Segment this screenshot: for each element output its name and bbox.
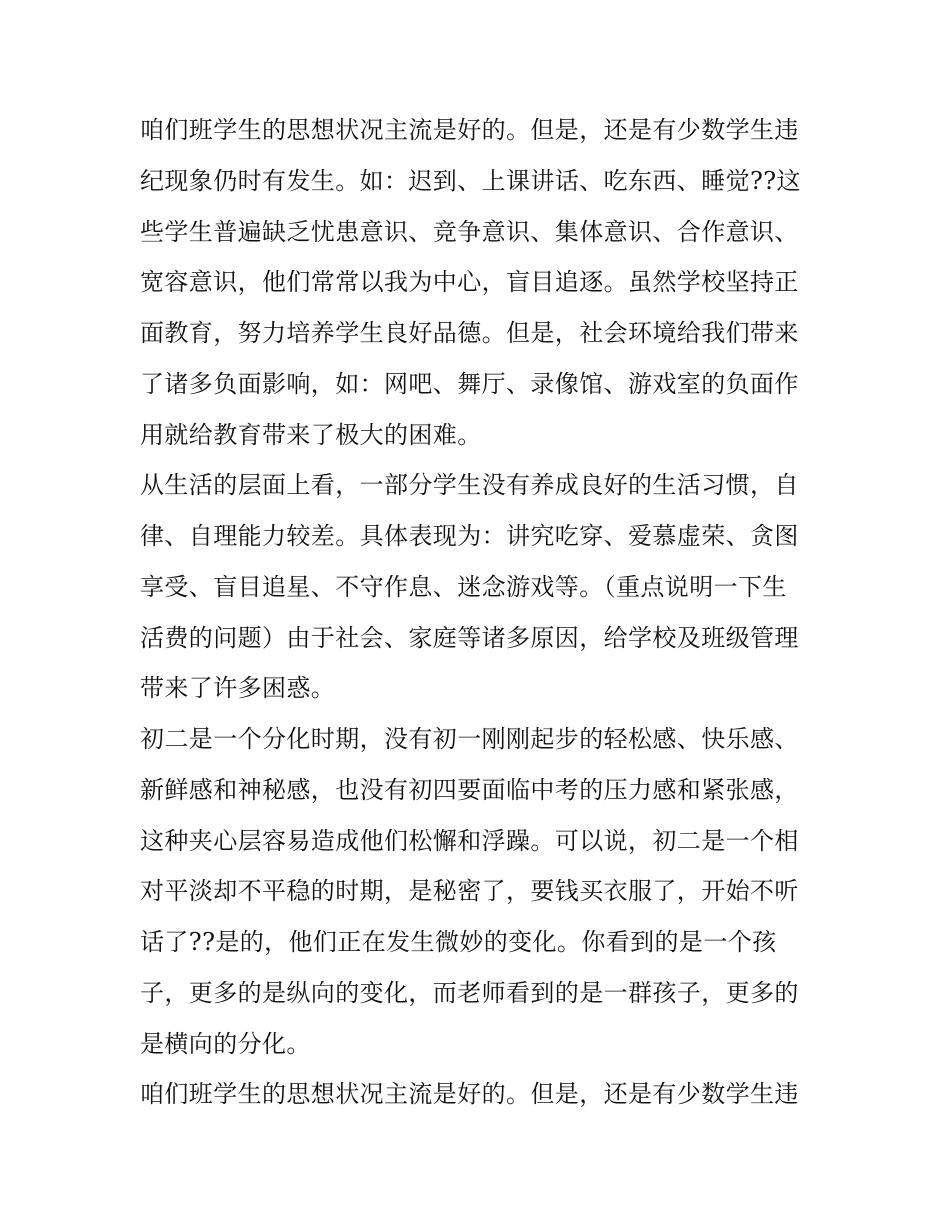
text-line: 初二是一个分化时期，没有初一刚刚起步的轻松感、快乐感、 [140, 725, 799, 753]
text-line: 咱们班学生的思想状况主流是好的。但是，还是有少数学生违 [140, 1080, 799, 1109]
text-line: 这种夹心层容易造成他们松懈和浮躁。可以说，初二是一个相 [140, 826, 799, 855]
text-line: 活费的问题）由于社会、家庭等诸多原因，给学校及班级管理 [140, 623, 799, 652]
text-line: 面教育，努力培养学生良好品德。但是，社会环境给我们带来 [140, 319, 799, 347]
text-line: 纪现象仍时有发生。如：迟到、上课讲话、吃东西、睡觉??这 [140, 166, 801, 195]
text-line: 用就给教育带来了极大的困难。 [140, 420, 482, 449]
text-line: 对平淡却不平稳的时期，是秘密了，要钱买衣服了，开始不听 [140, 877, 799, 906]
text-line: 新鲜感和神秘感，也没有初四要面临中考的压力感和紧张感， [140, 775, 799, 804]
text-line: 从生活的层面上看，一部分学生没有养成良好的生活习惯，自 [140, 471, 799, 500]
text-line: 宽容意识，他们常常以我为中心，盲目追逐。虽然学校坚持正 [140, 268, 799, 297]
text-line: 享受、盲目追星、不守作息、迷念游戏等。（重点说明一下生 [140, 572, 787, 601]
text-line: 子，更多的是纵向的变化，而老师看到的是一群孩子，更多的 [140, 978, 799, 1007]
text-line: 带来了许多困惑。 [140, 674, 336, 703]
text-line: 些学生普遍缺乏忧患意识、竞争意识、集体意识、合作意识、 [140, 217, 799, 246]
text-line: 律、自理能力较差。具体表现为：讲究吃穿、爱慕虚荣、贪图 [140, 522, 799, 550]
text-line: 是横向的分化。 [140, 1029, 311, 1058]
document-body [140, 105, 812, 1120]
text-line: 话了??是的，他们正在发生微妙的变化。你看到的是一个孩 [140, 928, 777, 956]
text-line: 咱们班学生的思想状况主流是好的。但是，还是有少数学生违 [140, 116, 799, 144]
text-line: 了诸多负面影响，如：网吧、舞厅、录像馆、游戏室的负面作 [140, 369, 799, 398]
